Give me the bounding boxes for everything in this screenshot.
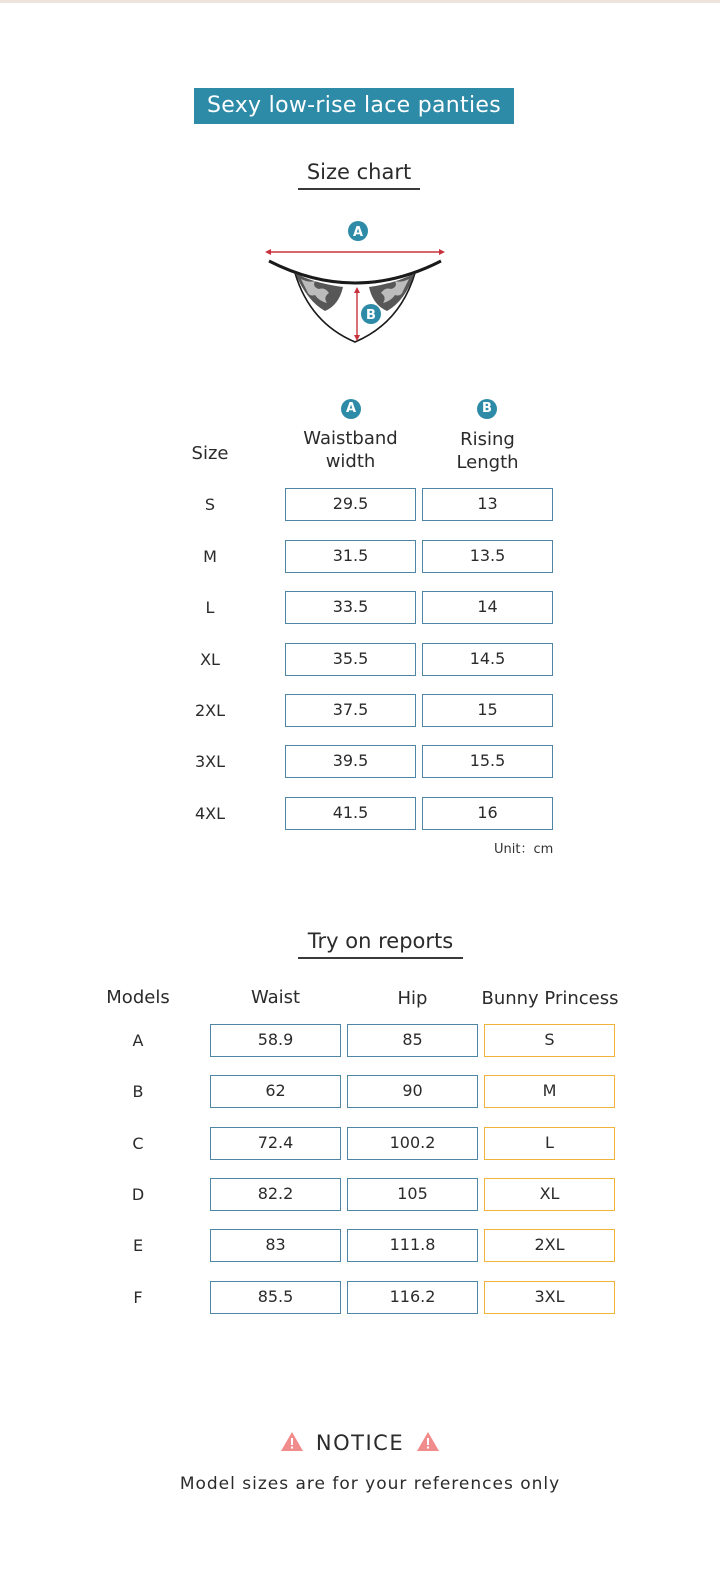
rising-cell: 14 xyxy=(422,591,553,624)
waist-cell: 82.2 xyxy=(210,1178,341,1211)
size-cell: 3XL xyxy=(484,1281,615,1314)
model-label: E xyxy=(132,1236,144,1255)
waistband-header-line2: width xyxy=(325,451,376,472)
models-header: Models xyxy=(106,987,170,1008)
panty-diagram xyxy=(255,215,455,355)
hip-cell: 100.2 xyxy=(347,1127,478,1160)
waist-cell: 72.4 xyxy=(210,1127,341,1160)
rising-header-line2: Length xyxy=(456,452,519,473)
waist-cell: 62 xyxy=(210,1075,341,1108)
size-cell: 2XL xyxy=(484,1229,615,1262)
waistband-cell: 35.5 xyxy=(285,643,416,676)
warning-icon xyxy=(416,1431,440,1452)
waist-cell: 85.5 xyxy=(210,1281,341,1314)
rising-length-header xyxy=(422,428,553,474)
waistband-cell: 37.5 xyxy=(285,694,416,727)
model-label: F xyxy=(133,1288,143,1307)
waistband-cell: 31.5 xyxy=(285,540,416,573)
waistband-header-line1: Waistband xyxy=(303,428,398,449)
rising-header-line1: Rising xyxy=(460,429,515,450)
hip-cell: 116.2 xyxy=(347,1281,478,1314)
diagram-marker-a: A xyxy=(352,225,364,240)
waistband-cell: 39.5 xyxy=(285,745,416,778)
bunny-princess-header: Bunny Princess xyxy=(481,988,619,1009)
size-label: M xyxy=(203,547,217,566)
rising-cell: 15 xyxy=(422,694,553,727)
waist-cell: 58.9 xyxy=(210,1024,341,1057)
notice-text: Model sizes are for your references only xyxy=(179,1474,561,1494)
rising-cell: 16 xyxy=(422,797,553,830)
size-label: XL xyxy=(200,650,220,669)
waistband-cell: 29.5 xyxy=(285,488,416,521)
hip-cell: 90 xyxy=(347,1075,478,1108)
hip-cell: 85 xyxy=(347,1024,478,1057)
waistband-cell: 33.5 xyxy=(285,591,416,624)
try-on-title: Try on reports xyxy=(298,929,463,959)
hip-cell: 111.8 xyxy=(347,1229,478,1262)
size-label: 4XL xyxy=(194,804,226,823)
size-label: L xyxy=(205,598,215,617)
notice-heading xyxy=(0,1431,720,1455)
rising-cell: 13 xyxy=(422,488,553,521)
size-label: 2XL xyxy=(194,701,226,720)
hip-header: Hip xyxy=(397,988,428,1009)
model-label: B xyxy=(132,1082,144,1101)
waist-header: Waist xyxy=(250,987,301,1008)
size-label: 3XL xyxy=(194,752,226,771)
rising-cell: 13.5 xyxy=(422,540,553,573)
size-cell: L xyxy=(484,1127,615,1160)
marker-b-badge: B xyxy=(477,399,497,419)
unit-label: Unit：cm xyxy=(494,842,554,857)
waistband-cell: 41.5 xyxy=(285,797,416,830)
model-label: D xyxy=(131,1185,145,1204)
size-cell: XL xyxy=(484,1178,615,1211)
size-cell: M xyxy=(484,1075,615,1108)
product-title: Sexy low-rise lace panties xyxy=(194,88,514,124)
waistband-width-header xyxy=(285,427,416,473)
size-cell: S xyxy=(484,1024,615,1057)
waist-cell: 83 xyxy=(210,1229,341,1262)
diagram-marker-b: B xyxy=(366,308,376,323)
top-divider xyxy=(0,0,720,3)
model-label: C xyxy=(132,1134,144,1153)
marker-a-badge: A xyxy=(341,399,361,419)
size-label: S xyxy=(204,495,216,514)
rising-cell: 14.5 xyxy=(422,643,553,676)
notice-label: NOTICE xyxy=(315,1431,405,1455)
rising-cell: 15.5 xyxy=(422,745,553,778)
hip-cell: 105 xyxy=(347,1178,478,1211)
model-label: A xyxy=(132,1031,144,1050)
size-column-header: Size xyxy=(191,443,229,464)
warning-icon xyxy=(280,1431,304,1452)
size-chart-title: Size chart xyxy=(298,160,420,190)
